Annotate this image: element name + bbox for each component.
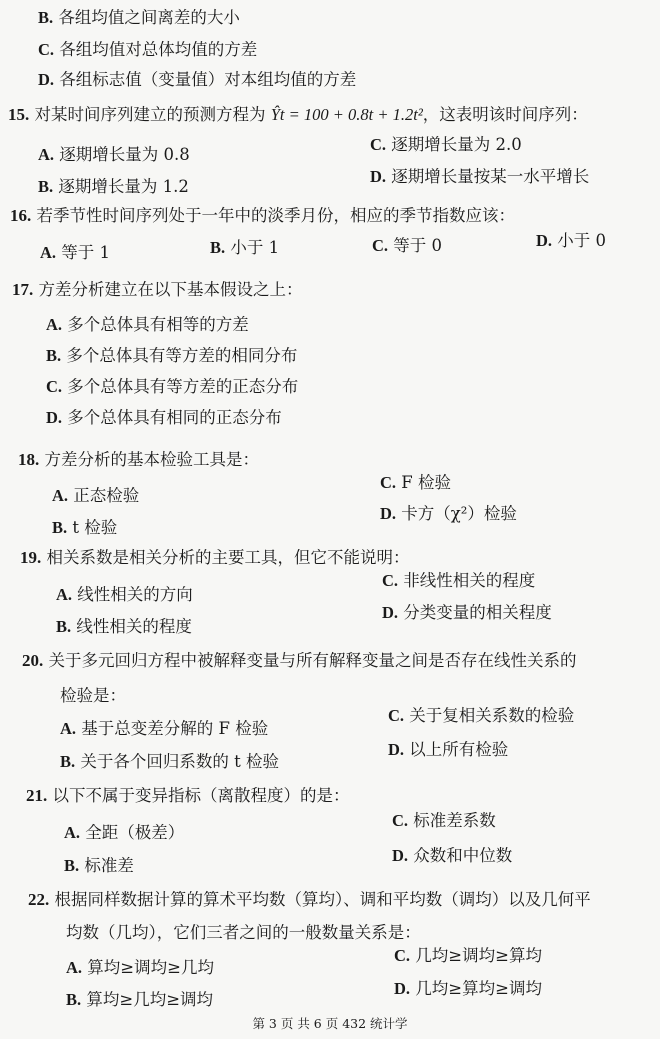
q20-stem-line1: 20. 关于多元回归方程中被解释变量与所有解释变量之间是否存在线性关系的 — [22, 651, 577, 670]
q22-option-c: C. 几均≥调均≥算均 — [394, 946, 542, 965]
q20-option-c: C. 关于复相关系数的检验 — [388, 706, 575, 725]
page-footer: 第 3 页 共 6 页 432 统计学 — [252, 1016, 408, 1031]
q19-option-a: A. 线性相关的方向 — [56, 585, 193, 604]
q14-option-b: B. 各组均值之间离差的大小 — [38, 8, 240, 27]
q14-option-c: C. 各组均值对总体均值的方差 — [38, 40, 258, 59]
q18-option-d: D. 卡方（χ²）检验 — [380, 504, 517, 523]
q21-stem: 21. 以下不属于变异指标（离散程度）的是： — [26, 786, 350, 805]
q16-option-c: C. 等于 0 — [372, 236, 443, 255]
q22-option-a: A. 算均≥调均≥几均 — [66, 958, 214, 977]
q21-option-b: B. 标准差 — [64, 856, 134, 875]
q21-option-c: C. 标准差系数 — [392, 811, 496, 830]
q18-option-b: B. t 检验 — [52, 518, 118, 537]
q20-stem-line2: 检验是： — [60, 686, 126, 705]
q16-option-d: D. 小于 0 — [536, 231, 607, 250]
q16-option-b: B. 小于 1 — [210, 238, 280, 257]
q15-option-c: C. 逐期增长量为 2.0 — [370, 135, 522, 154]
q14-option-d: D. 各组标志值（变量值）对本组均值的方差 — [38, 70, 357, 89]
q17-option-b: B. 多个总体具有等方差的相同分布 — [46, 346, 298, 365]
q17-option-d: D. 多个总体具有相同的正态分布 — [46, 408, 282, 427]
q16-stem: 16. 若季节性时间序列处于一年中的淡季月份，相应的季节指数应该： — [10, 206, 515, 225]
q22-option-d: D. 几均≥算均≥调均 — [394, 979, 542, 998]
q15-formula: Ŷt = 100 + 0.8t + 1.2t² — [270, 105, 423, 124]
q16-option-a: A. 等于 1 — [40, 243, 111, 262]
q15-option-b: B. 逐期增长量为 1.2 — [38, 177, 189, 196]
q18-option-c: C. F 检验 — [380, 473, 451, 492]
q19-option-d: D. 分类变量的相关程度 — [382, 603, 552, 622]
q18-stem: 18. 方差分析的基本检验工具是： — [18, 450, 259, 469]
q20-option-b: B. 关于各个回归系数的 t 检验 — [60, 752, 280, 771]
q19-option-c: C. 非线性相关的程度 — [382, 571, 536, 590]
q20-option-a: A. 基于总变差分解的 F 检验 — [60, 719, 269, 738]
q18-option-a: A. 正态检验 — [52, 486, 140, 505]
q17-stem: 17. 方差分析建立在以下基本假设之上： — [12, 280, 303, 299]
q15-option-d: D. 逐期增长量按某一水平增长 — [370, 167, 590, 186]
q17-option-c: C. 多个总体具有等方差的正态分布 — [46, 377, 299, 396]
q21-option-d: D. 众数和中位数 — [392, 846, 513, 865]
q15-option-a: A. 逐期增长量为 0.8 — [38, 145, 190, 164]
q22-option-b: B. 算均≥几均≥调均 — [66, 990, 214, 1009]
q15-stem: 15. 对某时间序列建立的预测方程为 Ŷt = 100 + 0.8t + 1.2t²，这表明该时间序列： — [8, 105, 588, 124]
q21-option-a: A. 全距（极差） — [64, 823, 185, 842]
q17-option-a: A. 多个总体具有相等的方差 — [46, 315, 249, 334]
q19-option-b: B. 线性相关的程度 — [56, 617, 192, 636]
q20-option-d: D. 以上所有检验 — [388, 740, 509, 759]
q22-stem-line1: 22. 根据同样数据计算的算术平均数（算均）、调和平均数（调均）以及几何平 — [28, 890, 591, 909]
q19-stem: 19. 相关系数是相关分析的主要工具，但它不能说明： — [20, 548, 410, 567]
q22-stem-line2: 均数（几均），它们三者之间的一般数量关系是： — [66, 923, 421, 942]
